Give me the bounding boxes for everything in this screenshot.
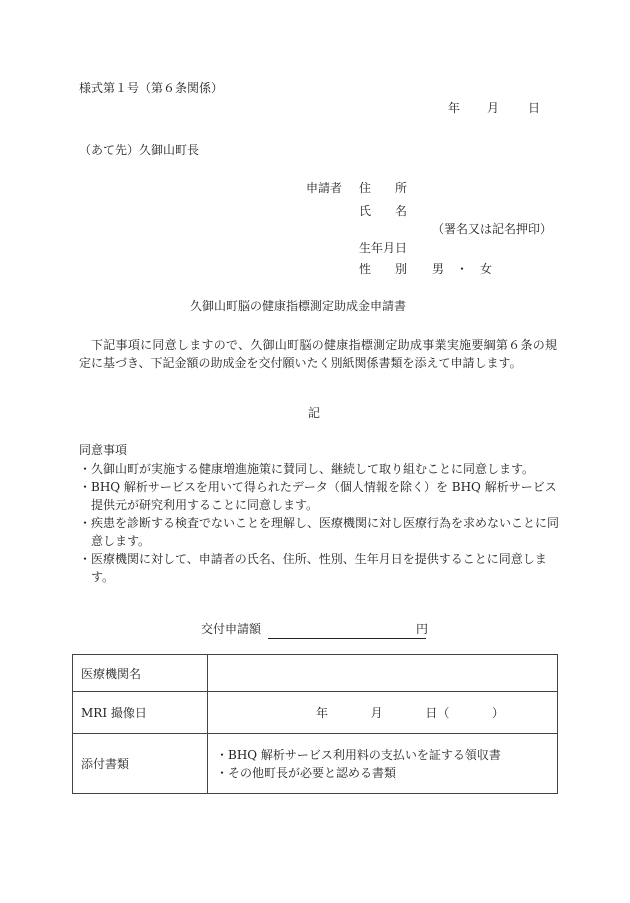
- table-row: [73, 655, 558, 692]
- date-month-label: 月: [487, 101, 500, 115]
- attachments-label: 添付書類: [73, 734, 208, 794]
- attachment-item: ・その他町長が必要と認める書類: [216, 765, 397, 780]
- body-paragraph: 下記事項に同意しますので、久御山町脳の健康指標測定助成事業実施要綱第６条の規定に基づき、下記金額の助成金を交付願いたく別紙関係書類を添えて申請します。: [79, 338, 557, 370]
- birthdate-label: 生年月日: [359, 241, 408, 255]
- institution-label: 医療機関名: [73, 655, 208, 692]
- name-label: 氏 名: [359, 204, 408, 218]
- amount-unit: 円: [416, 622, 429, 636]
- amount-label: 交付申請額: [201, 622, 262, 636]
- mri-date-label: MRI 撮像日: [73, 692, 208, 734]
- table-row: [73, 734, 558, 794]
- amount-underline: [268, 638, 426, 639]
- consent-list: [79, 460, 559, 586]
- sex-options: 男 ・ 女: [432, 262, 493, 276]
- applicant-label: 申請者: [306, 181, 343, 195]
- details-table: [72, 654, 558, 794]
- consent-item: ・ 医療機関に対して、申請者の氏名、住所、性別、生年月日を提供することに同意します。: [79, 552, 547, 584]
- consent-heading: 同意事項: [79, 443, 128, 457]
- attachment-item: ・BHQ 解析サービス利用料の支払いを証する領収書: [216, 747, 501, 762]
- mri-date-field[interactable]: 年 月 日（ ）: [208, 692, 558, 734]
- table-row: [73, 692, 558, 734]
- date-day-label: 日: [528, 101, 541, 115]
- form-number: 様式第１号（第６条関係）: [79, 81, 224, 95]
- date-year-label: 年: [448, 101, 461, 115]
- sex-label: 性 別: [359, 262, 408, 276]
- ki-marker: 記: [308, 406, 321, 420]
- attachments-field: [208, 734, 558, 794]
- consent-item: ・ BHQ 解析サービスを用いて得られたデータ（個人情報を除く）を BHQ 解析サービス提供元が研究利用することに同意します。: [79, 480, 557, 512]
- address-label: 住 所: [359, 181, 408, 195]
- institution-field[interactable]: [208, 655, 558, 692]
- signature-note: （署名又は記名押印）: [432, 222, 553, 236]
- addressee: （あて先）久御山町長: [79, 143, 200, 157]
- consent-item: ・ 久御山町が実施する健康増進施策に賛同し、継続して取り組むことに同意します。: [79, 462, 535, 476]
- document-title: 久御山町脳の健康指標測定助成金申請書: [190, 299, 407, 313]
- consent-item: ・ 疾患を診断する検査でないことを理解し、医療機関に対し医療行為を求めないことに同意します。: [79, 516, 560, 548]
